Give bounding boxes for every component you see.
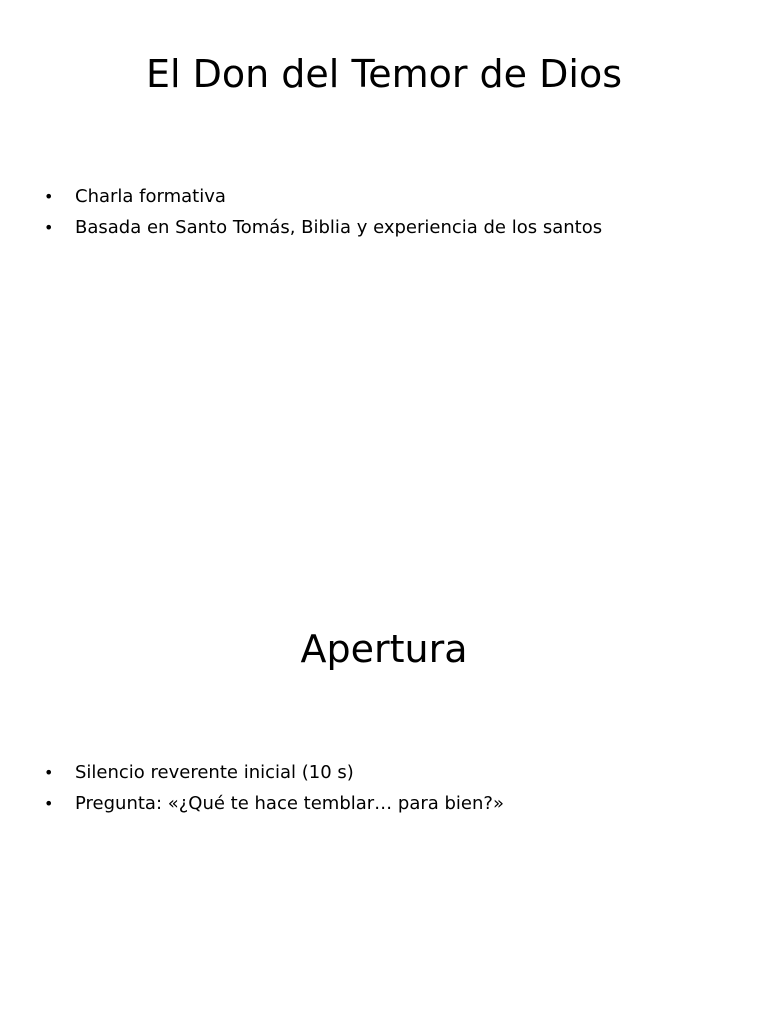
bullet-text: Charla formativa bbox=[75, 186, 226, 207]
bullet-text: Pregunta: «¿Qué te hace temblar… para bien?» bbox=[75, 793, 504, 814]
bullet-item bbox=[44, 212, 602, 243]
bullet-item bbox=[44, 181, 602, 212]
bullet-dot-icon: • bbox=[44, 763, 54, 782]
bullet-item bbox=[44, 788, 504, 819]
slide-title: Apertura bbox=[300, 627, 468, 671]
slide-title: El Don del Temor de Dios bbox=[145, 52, 622, 96]
bullet-item bbox=[44, 757, 504, 788]
bullet-list bbox=[44, 181, 602, 243]
bullet-text: Basada en Santo Tomás, Biblia y experiencia de los santos bbox=[75, 217, 603, 238]
slide-2 bbox=[0, 576, 768, 1024]
bullet-list bbox=[44, 757, 504, 819]
bullet-dot-icon: • bbox=[44, 218, 54, 237]
bullet-dot-icon: • bbox=[44, 187, 54, 206]
bullet-dot-icon: • bbox=[44, 794, 54, 813]
bullet-text: Silencio reverente inicial (10 s) bbox=[75, 762, 354, 783]
